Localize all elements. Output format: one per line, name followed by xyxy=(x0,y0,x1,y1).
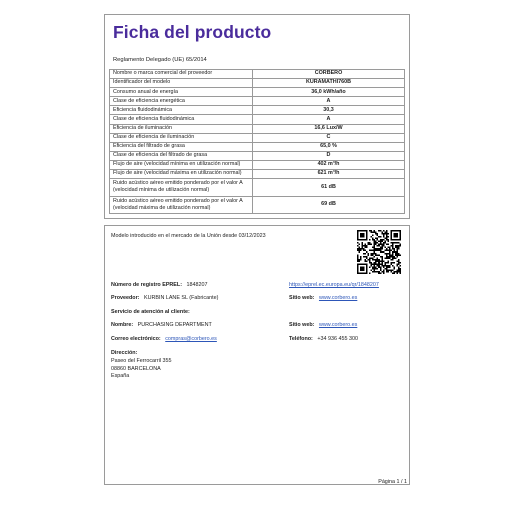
supplier-row xyxy=(111,295,218,301)
supplier-label: Proveedor: xyxy=(111,295,140,301)
spec-value: 30,3 xyxy=(253,106,405,115)
spec-value: A xyxy=(253,97,405,106)
contact-name-label: Nombre: xyxy=(111,322,134,328)
spec-row xyxy=(110,88,405,97)
spec-value: 65,0 % xyxy=(253,142,405,151)
page-number: Página 1 / 1 xyxy=(378,479,407,485)
address-line: Paseo del Ferrocarril 355 xyxy=(111,358,172,364)
spec-row xyxy=(110,79,405,88)
spec-row xyxy=(110,115,405,124)
spec-row xyxy=(110,160,405,169)
spec-label: Ruido acústico aéreo emitido ponderado por el valor A (velocidad máxima de utilización normal) xyxy=(110,196,253,214)
address-line: España xyxy=(111,373,130,380)
email-link[interactable]: compras@corbero.es xyxy=(165,336,217,342)
spec-row xyxy=(110,179,405,197)
spec-table xyxy=(109,69,405,214)
spec-value: 69 dB xyxy=(253,196,405,214)
spec-value: D xyxy=(253,151,405,160)
website-row xyxy=(289,295,357,301)
contact-name-value: PURCHASING DEPARTMENT xyxy=(137,322,212,328)
spec-label: Clase de eficiencia energética xyxy=(110,97,253,106)
spec-value: A xyxy=(253,115,405,124)
spec-value: 61 dB xyxy=(253,179,405,197)
spec-value: 16,6 Lux/W xyxy=(253,124,405,133)
spec-label: Consumo anual de energía xyxy=(110,88,253,97)
spec-value: 36,0 kWh/año xyxy=(253,88,405,97)
spec-label: Clase de eficiencia fluidodinámica xyxy=(110,115,253,124)
spec-label: Identificador del modelo xyxy=(110,79,253,88)
page-title: Ficha del producto xyxy=(113,22,272,42)
registration-card xyxy=(104,225,410,485)
phone-row xyxy=(289,336,358,342)
spec-row xyxy=(110,133,405,142)
regulation-subtitle: Reglamento Delegado (UE) 65/2014 xyxy=(113,57,207,63)
spec-label: Clase de eficiencia del filtrado de grasa xyxy=(110,151,253,160)
website-label: Sitio web: xyxy=(289,295,315,301)
spec-label: Clase de eficiencia de iluminación xyxy=(110,133,253,142)
spec-row xyxy=(110,70,405,79)
address-label: Dirección: xyxy=(111,350,138,356)
eprel-number: 1848207 xyxy=(186,282,208,288)
spec-value: C xyxy=(253,133,405,142)
eprel-label: Número de registro EPREL: xyxy=(111,282,182,288)
spec-value: 621 m³/h xyxy=(253,170,405,179)
eprel-row xyxy=(111,282,208,288)
supplier-value: KURBIN LANE SL (Fabricante) xyxy=(143,295,219,301)
email-row xyxy=(111,336,217,342)
qr-code-icon xyxy=(357,230,401,274)
website2-label: Sitio web: xyxy=(289,322,315,328)
spec-label: Flujo de aire (velocidad máxima en utilización normal) xyxy=(110,170,253,179)
website-link[interactable]: www.corbero.es xyxy=(318,295,358,301)
spec-label: Flujo de aire (velocidad mínima en utilización normal) xyxy=(110,160,253,169)
service-heading: Servicio de atención al cliente: xyxy=(111,309,190,315)
spec-label: Eficiencia fluidodinámica xyxy=(110,106,253,115)
spec-value: 402 m³/h xyxy=(253,160,405,169)
address-block xyxy=(111,358,172,381)
product-sheet-card xyxy=(104,14,410,219)
spec-label: Eficiencia de iluminación xyxy=(110,124,253,133)
spec-row xyxy=(110,196,405,214)
spec-row xyxy=(110,106,405,115)
website2-row xyxy=(289,322,357,328)
eprel-link[interactable]: https://eprel.ec.europa.eu/qr/1848207 xyxy=(289,282,379,288)
spec-value: KURAMATHI760B xyxy=(253,79,405,88)
spec-row xyxy=(110,124,405,133)
spec-label: Eficiencia del filtrado de grasa xyxy=(110,142,253,151)
address-line: 08860 BARCELONA xyxy=(111,365,161,372)
spec-value: CORBERO xyxy=(253,70,405,79)
spec-label: Nombre o marca comercial del proveedor xyxy=(110,70,253,79)
spec-row xyxy=(110,142,405,151)
spec-row xyxy=(110,151,405,160)
spec-row xyxy=(110,170,405,179)
contact-name-row xyxy=(111,322,212,328)
spec-row xyxy=(110,97,405,106)
market-date-text: Modelo introducido en el mercado de la Unión desde 03/12/2023 xyxy=(111,233,266,239)
phone-label: Teléfono: xyxy=(289,336,313,342)
spec-label: Ruido acústico aéreo emitido ponderado por el valor A (velocidad mínima de utilización normal) xyxy=(110,179,253,197)
phone-value: +34 936 455 300 xyxy=(317,336,358,342)
website2-link[interactable]: www.corbero.es xyxy=(318,322,358,328)
email-label: Correo electrónico: xyxy=(111,336,161,342)
